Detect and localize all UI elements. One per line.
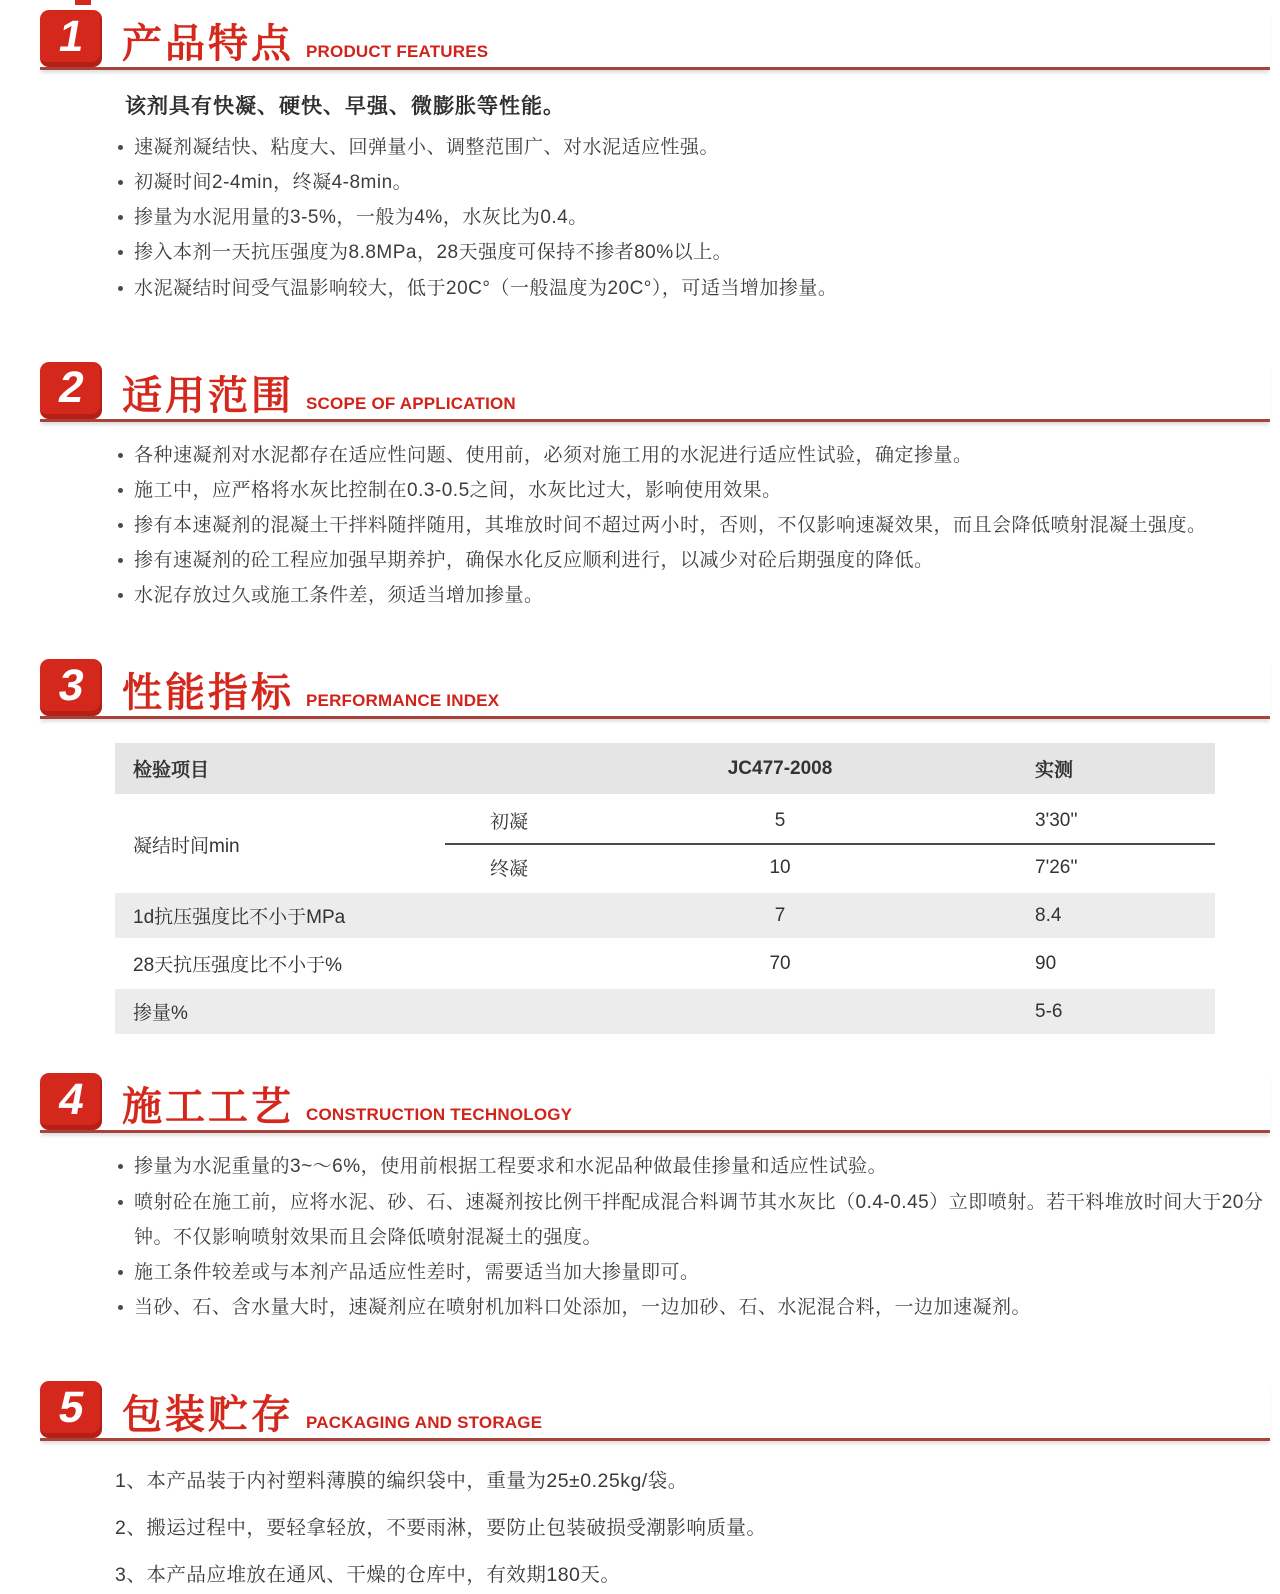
section-1-title-cn: 产品特点 [122, 22, 294, 66]
section-2-number: 2 [54, 363, 88, 413]
storage-item: 2、搬运过程中，要轻拿轻放，不要雨淋，要防止包装破损受潮影响质量。 [115, 1517, 767, 1540]
section-3-title-cn: 性能指标 [122, 671, 294, 716]
section-3-number-badge [40, 659, 102, 716]
table-row-1d-strength [115, 892, 1215, 940]
section-5-number-badge [40, 1381, 102, 1438]
section-construction-technology [0, 1073, 1280, 1325]
cell-28d-strength-label: 28天抗压强度比不小于% [133, 955, 343, 977]
section-1-bullet-list [115, 130, 1265, 306]
section-performance-index [0, 659, 1280, 1037]
section-1-title-en: PRODUCT FEATURES [306, 42, 489, 61]
cell-1d-strength-label: 1d抗压强度比不小于MPa [115, 892, 615, 940]
storage-item: 3、本产品应堆放在通风、干燥的仓库中，有效期180天。 [115, 1564, 621, 1587]
section-5-title-en: PACKAGING AND STORAGE [306, 1413, 543, 1433]
cell-final-standard: 10 [769, 856, 791, 878]
bullet-item: 当砂、石、含水量大时，速凝剂应在喷射机加料口处添加，一边加砂、石、水泥混合料，一边加速凝剂。 [115, 1290, 1265, 1325]
table-header-measured: 实测 [945, 743, 1215, 796]
section-1-number-badge [40, 10, 102, 67]
bullet-item: 施工条件较差或与本剂产品适应性差时，需要适当加大掺量即可。 [115, 1255, 1265, 1290]
section-5-header [40, 1381, 1270, 1441]
section-2-title-cn: 适用范围 [122, 373, 294, 418]
bullet-item: 掺有速凝剂的砼工程应加强早期养护，确保水化反应顺利进行，以减少对砼后期强度的降低。 [115, 543, 1265, 578]
cell-dosage-standard [615, 988, 945, 1036]
bullet-item: 水泥存放过久或施工条件差，须适当增加掺量。 [115, 578, 1265, 613]
table-row-28d-strength [115, 940, 1215, 988]
section-4-header [40, 1073, 1270, 1133]
section-4-number-badge [40, 1073, 102, 1130]
section-packaging-storage [0, 1381, 1280, 1594]
bullet-item: 各种速凝剂对水泥都存在适应性问题、使用前，必须对施工用的水泥进行适应性试验，确定掺量。 [115, 438, 1265, 473]
bullet-item: 初凝时间2-4min，终凝4-8min。 [115, 165, 1265, 200]
section-1-number: 1 [54, 11, 88, 61]
cell-final-measured: 7'26'' [1035, 856, 1078, 878]
bullet-item: 速凝剂凝结快、粘度大、回弹量小、调整范围广、对水泥适应性强。 [115, 130, 1265, 165]
section-scope-of-application [0, 362, 1280, 614]
cell-initial-standard: 5 [615, 796, 945, 844]
storage-item: 1、本产品装于内衬塑料薄膜的编织袋中，重量为25±0.25kg/袋。 [115, 1470, 688, 1493]
bullet-item: 喷射砼在施工前，应将水泥、砂、石、速凝剂按比例干拌配成混合料调节其水灰比（0.4-0.45）立即喷射。若干料堆放时间大于20分钟。不仅影响喷射效果而且会降低喷射混凝土的强度。 [115, 1185, 1265, 1255]
section-5-item-list [115, 1463, 1280, 1594]
section-2-header [40, 362, 1270, 422]
cell-dosage-label: 掺量% [115, 988, 615, 1036]
cell-1d-strength-standard: 7 [615, 892, 945, 940]
bullet-item: 施工中，应严格将水灰比控制在0.3-0.5之间，水灰比过大，影响使用效果。 [115, 473, 1265, 508]
section-1-header [40, 10, 1270, 70]
bullet-item: 掺量为水泥用量的3-5%，一般为4%，水灰比为0.4。 [115, 200, 1265, 235]
cell-dosage-measured: 5-6 [945, 988, 1215, 1036]
cell-1d-strength-measured: 8.4 [945, 892, 1215, 940]
bullet-item: 掺量为水泥重量的3~～6%，使用前根据工程要求和水泥品种做最佳掺量和适应性试验。 [115, 1149, 1265, 1184]
section-4-number: 4 [54, 1074, 88, 1124]
table-header-row [115, 743, 1215, 796]
table-header-standard: JC477-2008 [615, 743, 945, 796]
performance-table [115, 743, 1215, 1037]
section-product-features [0, 0, 1280, 306]
table-header-project: 检验项目 [115, 743, 615, 796]
section-1-intro: 该剂具有快凝、硬快、早强、微膨胀等性能。 [125, 95, 565, 118]
cell-setting-time-label: 凝结时间min [133, 835, 240, 857]
bullet-item: 掺入本剂一天抗压强度为8.8MPa，28天强度可保持不掺者80%以上。 [115, 235, 1265, 270]
section-3-header [40, 659, 1270, 719]
section-5-title-cn: 包装贮存 [122, 1393, 294, 1438]
section-4-bullet-list [115, 1149, 1265, 1325]
cell-initial-measured: 3'30'' [945, 796, 1215, 844]
section-2-number-badge [40, 362, 102, 419]
section-3-number: 3 [54, 660, 88, 710]
section-2-bullet-list [115, 438, 1265, 614]
cell-28d-strength-standard: 70 [769, 952, 791, 974]
section-5-number: 5 [54, 1382, 88, 1432]
section-4-title-cn: 施工工艺 [122, 1085, 294, 1130]
bullet-item: 水泥凝结时间受气温影响较大，低于20C°（一般温度为20C°），可适当增加掺量。 [115, 271, 1265, 306]
cell-initial-label: 初凝 [445, 796, 615, 844]
section-4-title-en: CONSTRUCTION TECHNOLOGY [306, 1105, 573, 1125]
cell-final-label: 终凝 [490, 859, 529, 881]
section-3-title-en: PERFORMANCE INDEX [306, 691, 500, 711]
bullet-item: 掺有本速凝剂的混凝土干拌料随拌随用，其堆放时间不超过两小时，否则，不仅影响速凝效果，而且会降低喷射混凝土强度。 [115, 508, 1265, 543]
cell-28d-strength-measured: 90 [1035, 952, 1057, 974]
table-row-initial-setting [115, 796, 1215, 844]
section-2-title-en: SCOPE OF APPLICATION [306, 393, 516, 413]
table-row-dosage [115, 988, 1215, 1036]
